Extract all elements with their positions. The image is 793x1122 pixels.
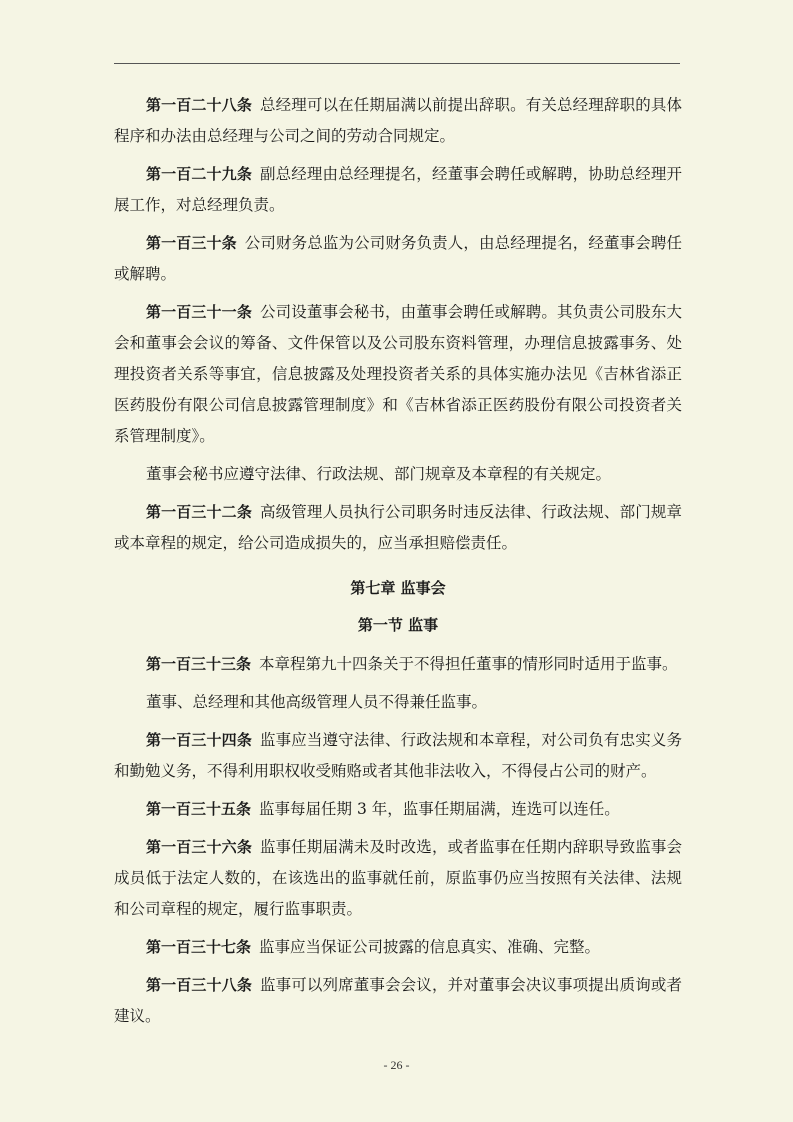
article-132 bbox=[114, 497, 682, 559]
article-number: 第一百三十四条 bbox=[146, 731, 252, 749]
section-title: 第一节 监事 bbox=[357, 616, 439, 634]
header-rule bbox=[114, 63, 680, 64]
article-text: 总经理可以在任期届满以前提出辞职。有关总经理辞职的具体程序和办法由总经理与公司之间的劳动合同规定。 bbox=[114, 96, 682, 145]
article-number: 第一百三十七条 bbox=[146, 938, 252, 956]
article-text: 副总经理由总经理提名，经董事会聘任或解聘，协助总经理开展工作，对总经理负责。 bbox=[114, 165, 682, 214]
article-131 bbox=[114, 297, 682, 452]
paragraphs-bottom bbox=[114, 649, 682, 1032]
article-text: 董事、总经理和其他高级管理人员不得兼任监事。 bbox=[146, 693, 488, 711]
article-130 bbox=[114, 228, 682, 290]
article-text: 高级管理人员执行公司职务时违反法律、行政法规、部门规章或本章程的规定，给公司造成损失的，应当承担赔偿责任。 bbox=[114, 503, 682, 552]
article-text: 公司财务总监为公司财务负责人，由总经理提名，经董事会聘任或解聘。 bbox=[114, 234, 682, 283]
article-text: 董事会秘书应遵守法律、行政法规、部门规章及本章程的有关规定。 bbox=[146, 465, 612, 483]
article-135 bbox=[114, 794, 682, 825]
article-number: 第一百三十八条 bbox=[146, 976, 252, 994]
article-number: 第一百三十六条 bbox=[146, 838, 252, 856]
article-136 bbox=[114, 832, 682, 925]
article-text: 本章程第九十四条关于不得担任董事的情形同时适用于监事。 bbox=[259, 655, 678, 673]
article-137 bbox=[114, 932, 682, 963]
article-text: 监事每届任期 3 年，监事任期届满，连选可以连任。 bbox=[259, 800, 620, 818]
article-133 bbox=[114, 649, 682, 680]
article-129 bbox=[114, 159, 682, 221]
article-number: 第一百三十三条 bbox=[146, 655, 252, 673]
article-number: 第一百二十九条 bbox=[146, 165, 252, 183]
article-128 bbox=[114, 90, 682, 152]
document-body bbox=[114, 90, 682, 1039]
article-text: 监事可以列席董事会会议，并对董事会决议事项提出质询或者建议。 bbox=[114, 976, 682, 1025]
article-131-clause bbox=[114, 459, 682, 490]
article-text: 监事任期届满未及时改选，或者监事在任期内辞职导致监事会成员低于法定人数的，在该选出的监事就任前，原监事仍应当按照有关法律、法规和公司章程的规定，履行监事职责。 bbox=[114, 838, 682, 918]
article-text: 公司设董事会秘书，由董事会聘任或解聘。其负责公司股东大会和董事会会议的筹备、文件保管以及公司股东资料管理，办理信息披露事务、处理投资者关系等事宜，信息披露及处理投资者关系的具体实施办法见《吉林省添正医药股份有限公司信息披露管理制度》和《吉林省添正医药股份有限公司投资者关系管理制度》。 bbox=[114, 303, 682, 445]
article-134 bbox=[114, 725, 682, 787]
article-number: 第一百三十一条 bbox=[146, 303, 252, 321]
article-text: 监事应当保证公司披露的信息真实、准确、完整。 bbox=[259, 938, 601, 956]
page-number: - 26 - bbox=[383, 1058, 410, 1072]
article-138 bbox=[114, 970, 682, 1032]
article-number: 第一百三十条 bbox=[146, 234, 237, 252]
article-133-clause bbox=[114, 687, 682, 718]
chapter-title: 第七章 监事会 bbox=[350, 579, 446, 597]
article-number: 第一百三十五条 bbox=[146, 800, 252, 818]
article-number: 第一百二十八条 bbox=[146, 96, 252, 114]
article-text: 监事应当遵守法律、行政法规和本章程，对公司负有忠实义务和勤勉义务，不得利用职权收受贿赂或者其他非法收入，不得侵占公司的财产。 bbox=[114, 731, 682, 780]
paragraphs-top bbox=[114, 90, 682, 559]
article-number: 第一百三十二条 bbox=[146, 503, 252, 521]
